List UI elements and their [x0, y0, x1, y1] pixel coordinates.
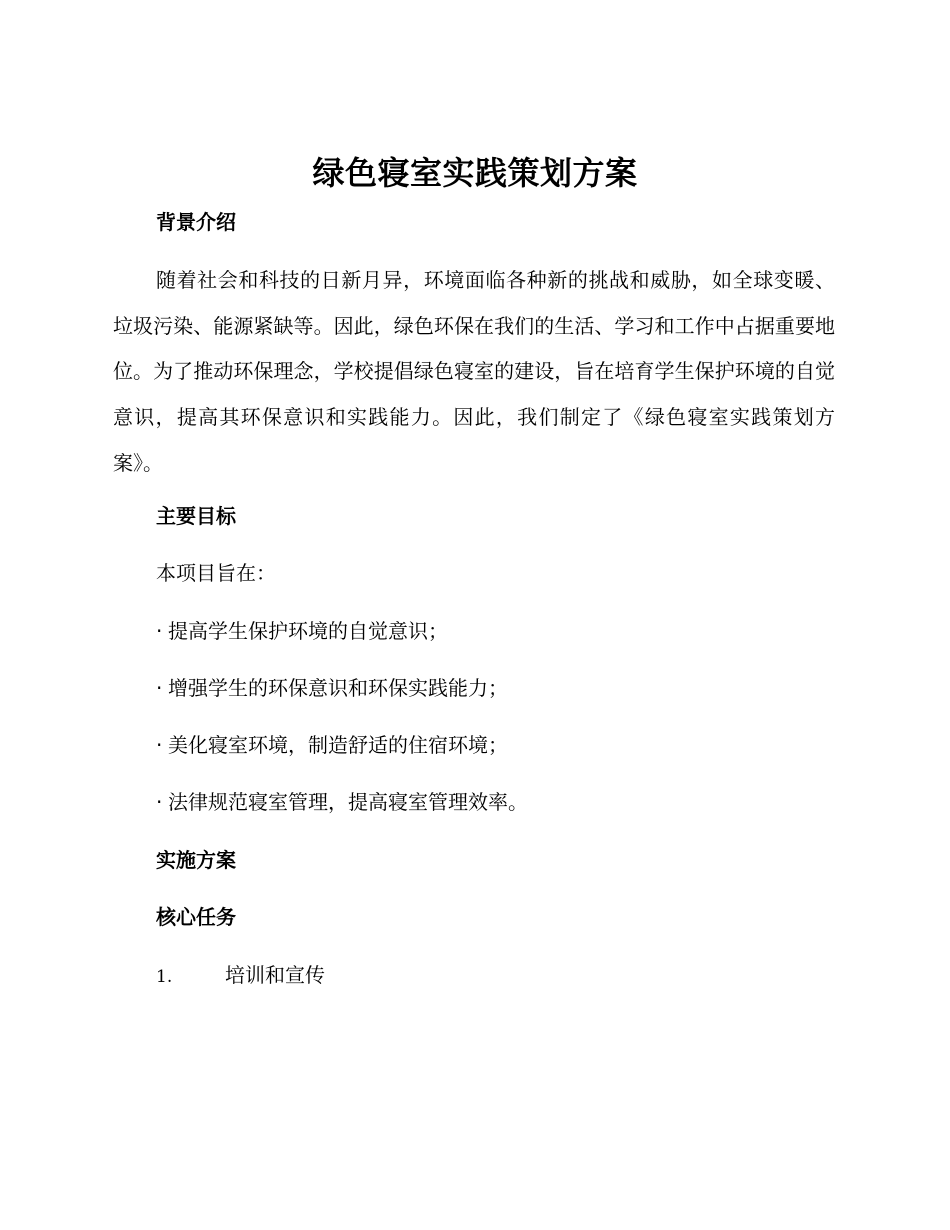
section-heading-goals: 主要目标 — [156, 504, 236, 528]
section-heading-background: 背景介绍 — [156, 210, 236, 234]
numbered-list-item — [156, 961, 325, 991]
section-heading-implementation: 实施方案 — [156, 848, 236, 872]
goal-item-text: 法律规范寝室管理，提高寝室管理效率。 — [168, 790, 528, 814]
goal-item-text: 美化寝室环境，制造舒适的住宿环境； — [168, 733, 508, 757]
goal-list-item — [156, 674, 508, 702]
list-number: 1. — [156, 967, 173, 987]
bullet-dot: · — [156, 676, 163, 700]
goals-intro: 本项目旨在： — [156, 561, 276, 585]
bullet-dot: · — [156, 733, 163, 757]
bullet-dot: · — [156, 790, 163, 814]
background-paragraph: 随着社会和科技的日新月异，环境面临各种新的挑战和威胁，如全球变暖、垃圾污染、能源紧缺等。因此，绿色环保在我们的生活、学习和工作中占据重要地位。为了推动环保理念，学校提倡绿色寝室的建设，旨在培育学生保护环境的自觉意识，提高其环保意识和实践能力。因此，我们制定了《绿色寝室实践策划方案》。 — [113, 268, 835, 475]
goal-item-text: 增强学生的环保意识和环保实践能力； — [168, 676, 508, 700]
document-title: 绿色寝室实践策划方案 — [312, 154, 638, 192]
goal-item-text: 提高学生保护环境的自觉意识； — [168, 619, 448, 643]
goal-list-item — [156, 788, 528, 816]
bullet-dot: · — [156, 619, 163, 643]
goal-list-item — [156, 617, 448, 645]
list-item-text: 培训和宣传 — [225, 963, 325, 987]
subheading-core-tasks: 核心任务 — [156, 905, 236, 929]
goal-list-item — [156, 731, 508, 759]
